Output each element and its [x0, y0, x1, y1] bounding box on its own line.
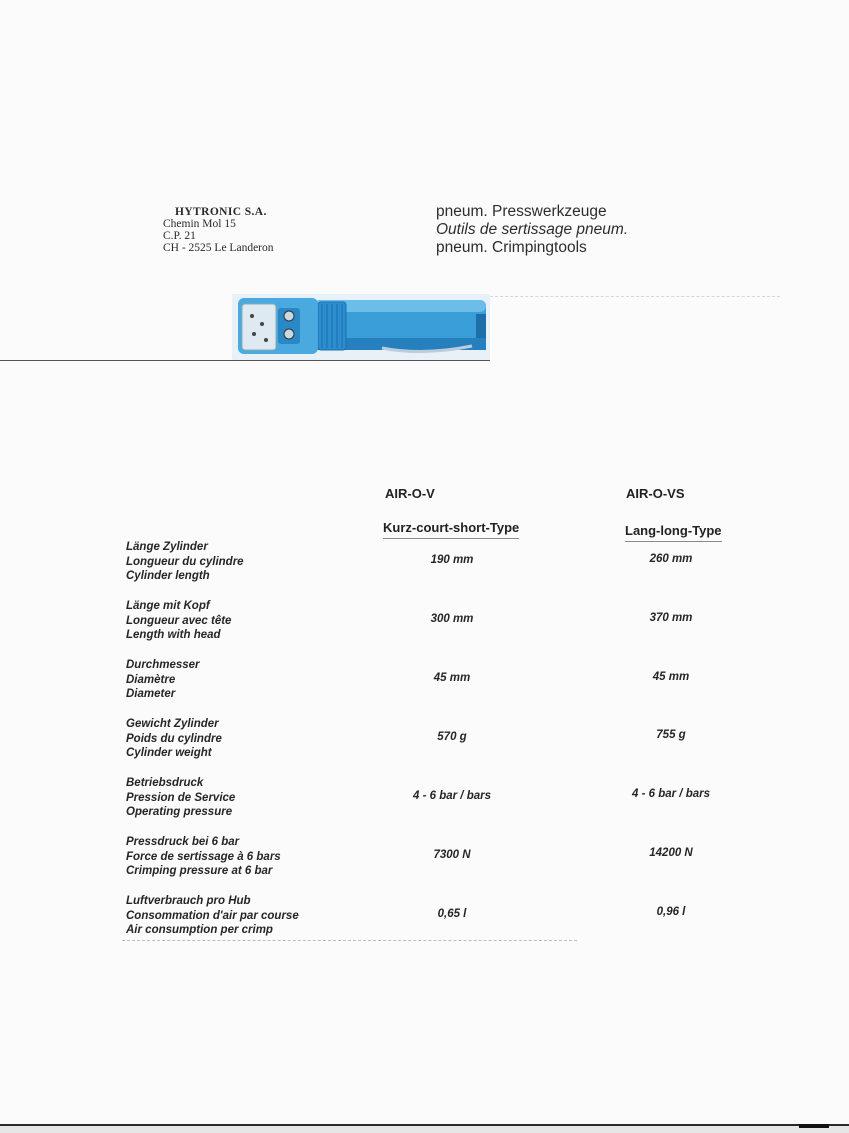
value-long-crimping-pressure: 14200 N: [649, 847, 693, 859]
label-fr: Longueur avec tête: [126, 614, 232, 627]
scan-corner-mark: [799, 1124, 829, 1128]
title-de: pneum. Presswerkzeuge: [436, 203, 607, 220]
value-short-diameter: 45 mm: [433, 672, 471, 684]
label-de: Länge mit Kopf: [126, 600, 210, 612]
value-short-cylinder-length: 190 mm: [430, 554, 474, 566]
label-fr: Consommation d'air par course: [126, 909, 299, 922]
value-long-cylinder-weight: 755 g: [656, 729, 686, 741]
crimping-tool-image: [232, 294, 490, 360]
scan-bottom-edge: [0, 1124, 849, 1133]
row-label-diameter: [126, 658, 356, 702]
screw-top: [284, 311, 294, 321]
value-long-cylinder-length: 260 mm: [649, 553, 693, 565]
value-short-operating-pressure: 4 - 6 bar / bars: [413, 790, 491, 802]
column-2-model: AIR-O-VS: [626, 486, 685, 501]
label-fr: Diamètre: [126, 673, 176, 686]
label-fr: Force de sertissage à 6 bars: [126, 850, 281, 863]
row-label-cylinder-length: [126, 540, 356, 584]
row-label-crimping-pressure: [126, 835, 356, 879]
document-titles: [436, 203, 628, 257]
label-en: Crimping pressure at 6 bar: [126, 865, 273, 878]
label-en: Air consumption per crimp: [126, 924, 273, 937]
label-en: Cylinder weight: [126, 747, 212, 760]
row-label-cylinder-weight: [126, 717, 356, 761]
tool-end-cap: [476, 314, 486, 338]
header-rule: [0, 360, 490, 361]
row-label-operating-pressure: [126, 776, 356, 820]
value-short-length-with-head: 300 mm: [430, 613, 474, 625]
value-short-crimping-pressure: 7300 N: [433, 849, 471, 861]
label-de: Gewicht Zylinder: [126, 718, 219, 730]
company-po-box: C.P. 21: [163, 230, 196, 242]
label-de: Länge Zylinder: [126, 541, 208, 553]
title-en: pneum. Crimpingtools: [436, 239, 587, 256]
label-en: Operating pressure: [126, 806, 233, 819]
row-label-air-consumption: [126, 894, 356, 938]
company-city: CH - 2525 Le Landeron: [163, 242, 274, 254]
label-en: Cylinder length: [126, 570, 210, 583]
table-bottom-dashed-line: [122, 940, 577, 942]
label-de: Luftverbrauch pro Hub: [126, 895, 251, 907]
label-fr: Poids du cylindre: [126, 732, 222, 745]
company-address: [163, 206, 274, 254]
row-label-length-with-head: [126, 599, 356, 643]
company-street: Chemin Mol 15: [163, 218, 236, 230]
value-long-length-with-head: 370 mm: [649, 612, 693, 624]
label-en: Diameter: [126, 688, 176, 701]
value-long-operating-pressure: 4 - 6 bar / bars: [632, 788, 710, 800]
header-dashed-line: [490, 296, 780, 298]
value-long-diameter: 45 mm: [652, 671, 690, 683]
label-en: Length with head: [126, 629, 221, 642]
label-fr: Pression de Service: [126, 791, 236, 804]
label-de: Durchmesser: [126, 659, 200, 671]
value-short-air-consumption: 0,65 l: [437, 908, 467, 920]
label-de: Pressdruck bei 6 bar: [126, 836, 240, 848]
label-de: Betriebsdruck: [126, 777, 204, 789]
column-1-model: AIR-O-V: [385, 486, 435, 501]
column-1-type: Kurz-court-short-Type: [383, 520, 519, 539]
tool-jaw: [242, 304, 276, 350]
screw-bottom: [284, 329, 294, 339]
title-fr: Outils de sertissage pneum.: [436, 221, 629, 238]
column-2-type: Lang-long-Type: [625, 523, 722, 542]
value-short-cylinder-weight: 570 g: [437, 731, 467, 743]
label-fr: Longueur du cylindre: [126, 555, 244, 568]
company-name: HYTRONIC S.A.: [175, 206, 267, 218]
value-long-air-consumption: 0,96 l: [656, 906, 686, 918]
